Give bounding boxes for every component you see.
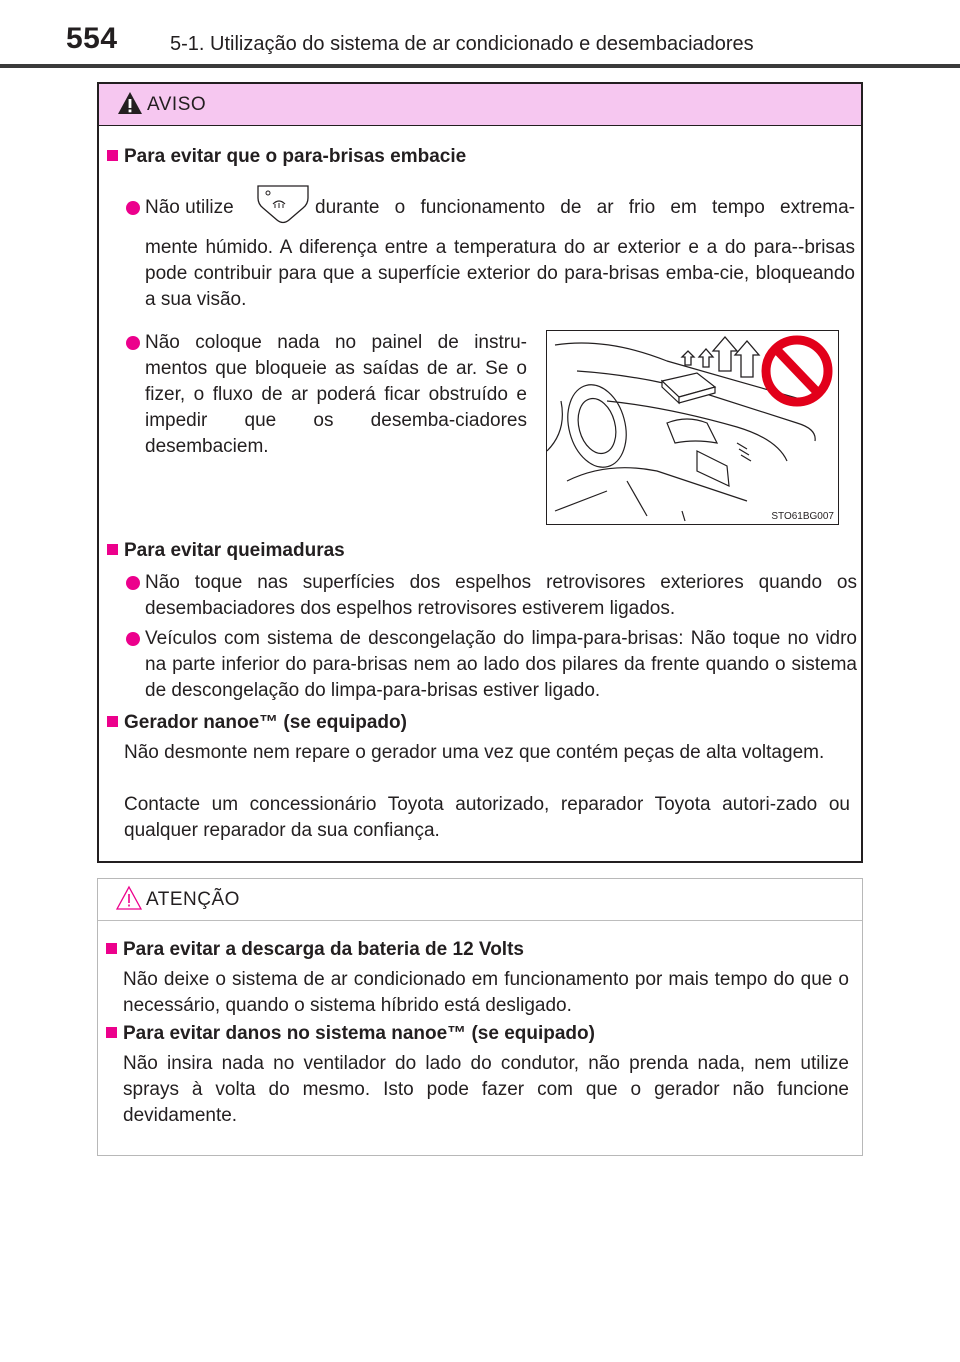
defogger-button-icon [255, 184, 311, 228]
bullet-dot-icon [126, 576, 140, 590]
caution-box [97, 878, 863, 1156]
section-heading-nanoe: Gerador nanoe™ (se equipado) [107, 712, 407, 734]
nanoe-paragraph-2: Contacte um concessionário Toyota autorizado, reparador Toyota autori-zado ou qualquer reparador da sua confiança. [124, 794, 850, 841]
warning-title: AVISO [147, 94, 207, 115]
bullet-text-rest: mente húmido. A diferença entre a temperatura do ar exterior e a do para--brisas pode contribuir para que a superfície exterior do para-brisas emba-cie, bloqueando a sua visão. [145, 237, 855, 310]
bullet-dot-icon [126, 632, 140, 646]
section-heading-burns: Para evitar queimaduras [107, 540, 345, 562]
square-bullet-icon [106, 943, 117, 954]
section-heading-nanoe-damage: Para evitar danos no sistema nanoe™ (se equipado) [106, 1023, 595, 1045]
warning-box [97, 82, 863, 863]
bullet-dot-icon [126, 201, 140, 215]
bullet-text-mirrors: Não toque nas superfícies dos espelhos retrovisores exteriores quando os desembaciadores dos espelhos retrovisores estiverem ligados. [145, 572, 857, 619]
battery-text: Não deixe o sistema de ar condicionado em funcionamento por mais tempo do que o necessário, quando o sistema híbrido está desligado. [123, 969, 849, 1016]
warning-header [99, 84, 861, 126]
section-title: 5-1. Utilização do sistema de ar condicionado e desembaciadores [170, 33, 754, 55]
page-header [0, 0, 960, 70]
nanoe-damage-text: Não insira nada no ventilador do lado do condutor, não prenda nada, nem utilize sprays à volta do mesmo. Isto pode fazer com que o gerador não funcione devidamente. [123, 1053, 849, 1126]
dashboard-illustration [546, 330, 839, 525]
square-bullet-icon [107, 544, 118, 555]
square-bullet-icon [107, 716, 118, 727]
illustration-code: STO61BG007 [771, 511, 834, 522]
bullet-text-wiper-deicer: Veículos com sistema de descongelação do limpa-para-brisas: Não toque no vidro na parte inferior do para-brisas nem ao lado dos pilares da frente quando o sistema de descongelação do limpa-para-brisas estiver ligado. [145, 628, 857, 701]
bullet-dot-icon [126, 336, 140, 350]
warning-triangle-icon [117, 90, 143, 116]
square-bullet-icon [107, 150, 118, 161]
bullet-text-before-icon: Não utilize [145, 197, 234, 218]
bullet-text-dashboard: Não coloque nada no painel de instru-mentos que bloqueie as saídas de ar. Se o fizer, o fluxo de ar poderá ficar obstruído e impedir que os desemba-ciadores desembaciem. [145, 332, 527, 457]
section-heading-fog: Para evitar que o para-brisas embacie [107, 146, 466, 168]
caution-header [98, 879, 862, 921]
caution-triangle-icon [116, 885, 142, 911]
nanoe-paragraph-1: Não desmonte nem repare o gerador uma vez que contém peças de alta voltagem. [124, 742, 825, 763]
bullet-text-after-icon: durante o funcionamento de ar frio em tempo extrema- [315, 197, 855, 218]
page-number: 554 [66, 22, 118, 55]
section-heading-battery: Para evitar a descarga da bateria de 12 Volts [106, 939, 524, 961]
caution-title: ATENÇÃO [146, 889, 240, 910]
car-dashboard-drawing [547, 331, 837, 523]
square-bullet-icon [106, 1027, 117, 1038]
header-rule [0, 64, 960, 68]
